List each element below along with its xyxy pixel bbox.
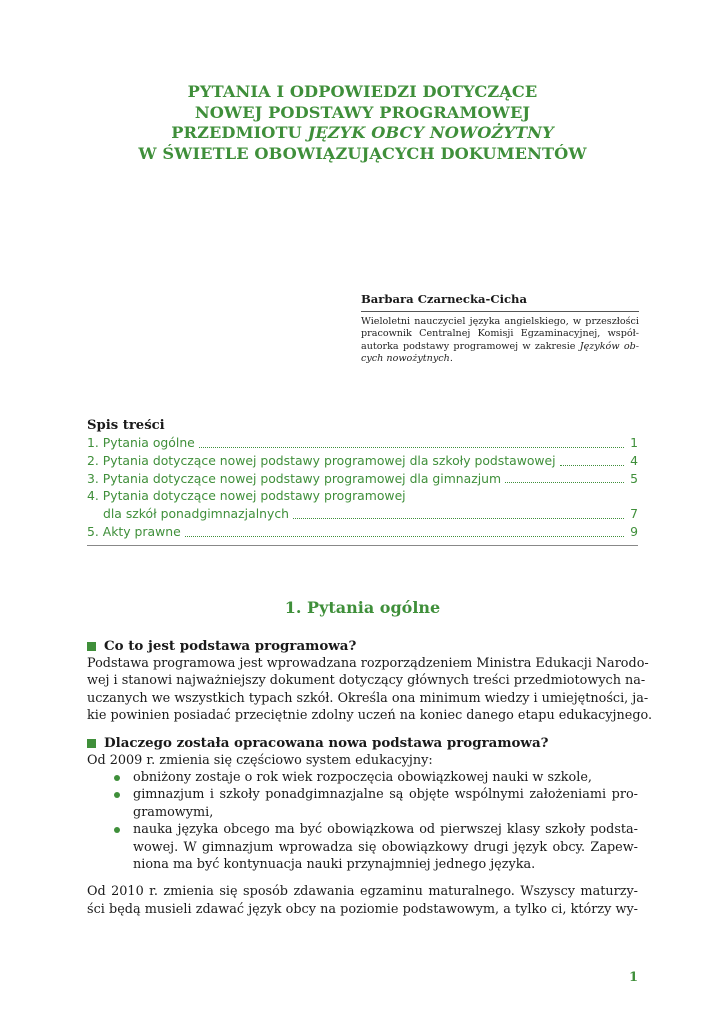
author-bio [361, 316, 639, 366]
author-bio-line-4-suffix: . [449, 353, 453, 365]
round-bullet-icon [114, 827, 120, 833]
round-bullet-icon [114, 792, 120, 798]
author-bio-line-3-prefix: autorka podstawy programowej w zakresie [361, 340, 580, 352]
answer-1-line: wej i stanowi najważniejszy dokument dotyczący głównych treści przedmiotowych na- [87, 673, 646, 689]
title-line-1: PYTANIA I ODPOWIEDZI DOTYCZĄCE [187, 82, 538, 101]
answer-2-intro [87, 752, 638, 769]
question-2-text: Dlaczego została opracowana nowa podstawa programowa? [104, 734, 549, 751]
toc-item-5[interactable] [87, 523, 638, 541]
toc-item-page: 4 [630, 452, 638, 468]
toc-item-label: 1. Pytania ogólne [87, 435, 195, 450]
author-block [361, 292, 639, 366]
list-item-line: wowej. W gimnazjum wprowadza się obowiązkowy drugi język obcy. Zapew- [133, 839, 638, 855]
document-title [60, 82, 665, 164]
answer-1-line: kie powinien posiadać przeciętnie zdolny uczeń na koniec danego etapu edukacyjnego. [87, 708, 653, 724]
answer-1 [87, 655, 653, 725]
title-line-2: NOWEJ PODSTAWY PROGRAMOWEJ [194, 102, 531, 122]
answer-1-line: Podstawa programowa jest wprowadzana rozporządzeniem Ministra Edukacji Narodo- [87, 656, 649, 671]
section-heading: 1. Pytania ogólne [284, 598, 441, 617]
page-number: 1 [628, 970, 638, 985]
title-line-3-prefix: PRZEDMIOTU [171, 123, 308, 142]
toc-item-label: 4. Pytania dotyczące nowej podstawy programowej [87, 488, 406, 504]
section-content [87, 638, 653, 918]
answer-1-line: uczanych we wszystkich typach szkół. Określa ona minimum wiedzy i umiejętności, ja- [87, 690, 649, 706]
toc-item-2[interactable] [87, 452, 638, 470]
toc-item-3[interactable] [87, 470, 638, 488]
toc-item-label: 2. Pytania dotyczące nowej podstawy programowej dla szkoły podstawowej [87, 452, 556, 468]
toc-item-page: 1 [630, 435, 638, 450]
toc-divider [87, 545, 638, 546]
toc-item-label: 3. Pytania dotyczące nowej podstawy programowej dla gimnazjum [87, 470, 502, 486]
list-item-line: gramowymi, [133, 804, 214, 820]
toc-item-label: 5. Akty prawne [87, 523, 181, 539]
toc-item-4-continued[interactable] [87, 505, 638, 523]
title-subject-italic: JĘZYK OBCY NOWOŻYTNY [307, 123, 554, 142]
toc-item-page: 5 [630, 470, 638, 486]
list-item [87, 786, 638, 821]
toc-item-page: 7 [630, 506, 638, 522]
spacer [87, 725, 638, 735]
toc-item-1[interactable] [87, 434, 638, 452]
list-item-line: obniżony zostaje o rok wiek rozpoczęcia obowiązkowej nauki w szkole, [133, 770, 592, 786]
list-item-line: nauka języka obcego ma być obowiązkowa od pierwszej klasy szkoły podsta- [133, 822, 638, 838]
author-bio-line-1: Wieloletni nauczyciel języka angielskiego, w przeszłości [361, 316, 639, 327]
table-of-contents [87, 417, 638, 546]
title-line-4: W ŚWIETLE OBOWIĄZUJĄCYCH DOKUMENTÓW [138, 143, 587, 163]
list-item [87, 769, 638, 786]
toc-item-page: 9 [630, 523, 638, 539]
title-line-3 [60, 123, 665, 144]
author-bio-line-3-italic: Języków ob- [579, 340, 639, 352]
list-item-line: niona ma być kontynuacja nauki przynajmniej jednego języka. [133, 857, 536, 873]
toc-title: Spis treści [87, 418, 165, 433]
question-1 [87, 638, 638, 655]
toc-item-4[interactable] [87, 487, 638, 505]
author-bio-line-2: pracownik Centralnej Komisji Egzaminacyjnej, współ- [361, 328, 639, 340]
question-1-text: Co to jest podstawa programowa? [104, 638, 357, 654]
list-item-line: gimnazjum i szkoły ponadgimnazjalne są objęte wspólnymi założeniami pro- [133, 787, 638, 803]
toc-leader-dots [185, 536, 624, 537]
answer-2-intro-line: Od 2009 r. zmienia się częściowo system edukacyjny: [87, 752, 433, 768]
toc-leader-dots [560, 465, 624, 466]
spacer [87, 873, 638, 883]
answer-3-line: ści będą musieli zdawać język obcy na poziomie podstawowym, a tylko ci, którzy wy- [87, 901, 638, 917]
round-bullet-icon [114, 775, 120, 781]
list-item [87, 821, 638, 873]
toc-item-label: dla szkół ponadgimnazjalnych [103, 506, 289, 522]
answer-3 [87, 883, 638, 918]
author-bio-line-4-italic: cych nowożytnych [361, 353, 450, 365]
author-name: Barbara Czarnecka-Cicha [361, 292, 527, 306]
question-2 [87, 735, 638, 752]
author-divider [361, 311, 639, 312]
square-bullet-icon [87, 642, 96, 651]
answer-3-line: Od 2010 r. zmienia się sposób zdawania egzaminu maturalnego. Wszyscy maturzy- [87, 884, 638, 900]
toc-leader-dots [199, 447, 624, 448]
toc-leader-dots [505, 482, 624, 483]
toc-leader-dots [293, 518, 624, 519]
square-bullet-icon [87, 739, 96, 748]
